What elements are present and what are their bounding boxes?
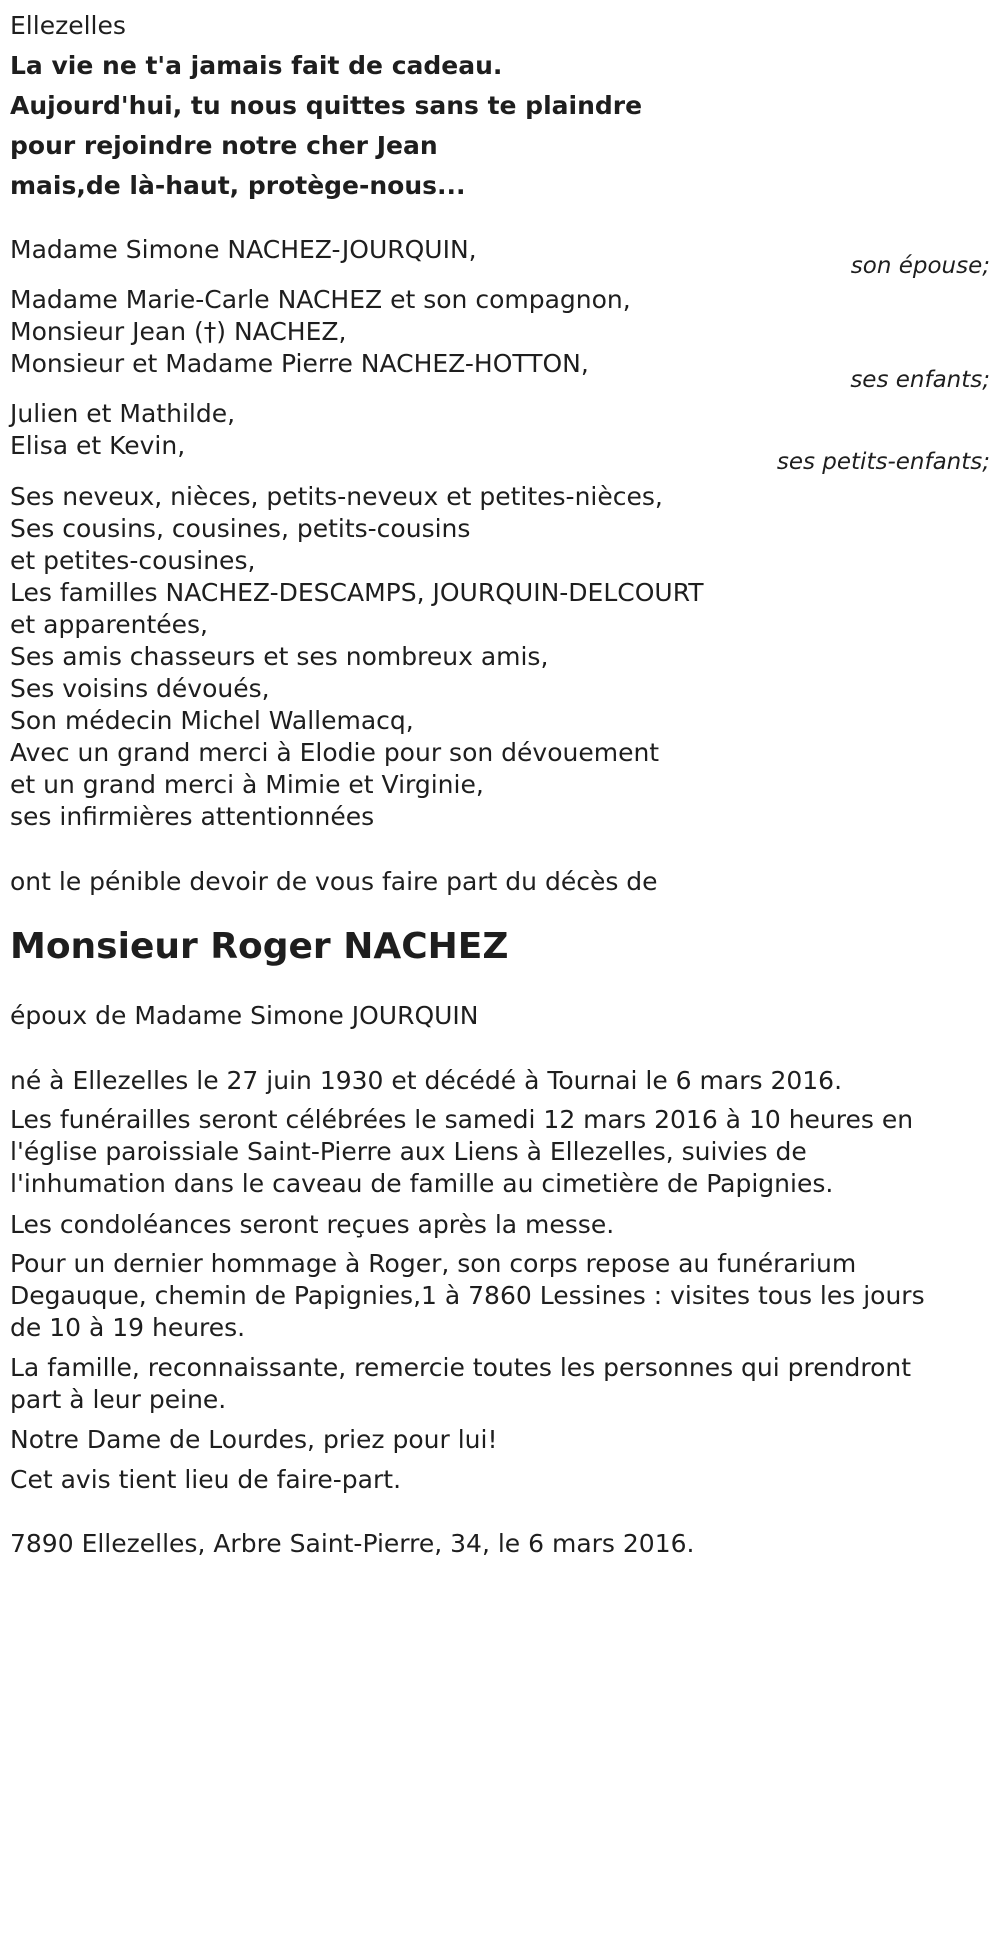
child-name: Madame Marie-Carle NACHEZ et son compagnon, (10, 285, 631, 314)
tribute-line: de 10 à 19 heures. (10, 1313, 246, 1342)
child-name: Monsieur et Madame Pierre NACHEZ-HOTTON, (10, 349, 589, 378)
notice: Cet avis tient lieu de faire-part. (10, 1465, 402, 1494)
poem-line: Aujourd'hui, tu nous quittes sans te plaindre (10, 91, 643, 120)
funeral-line: l'inhumation dans le caveau de famille au cimetière de Papignies. (10, 1169, 834, 1198)
grandchild-name: Julien et Mathilde, (10, 399, 236, 428)
child-name: Monsieur Jean (†) NACHEZ, (10, 317, 347, 346)
funeral-line: Les funérailles seront célébrées le samedi 12 mars 2016 à 10 heures en (10, 1105, 914, 1134)
relative-line: Ses voisins dévoués, (10, 674, 270, 703)
relative-line: Son médecin Michel Wallemacq, (10, 706, 414, 735)
spouse-name: Madame Simone NACHEZ-JOURQUIN, (10, 235, 477, 264)
tribute-line: Degauque, chemin de Papignies,1 à 7860 Lessines : visites tous les jours (10, 1281, 925, 1310)
children-role: ses enfants; (850, 367, 990, 393)
relative-line: Les familles NACHEZ-DESCAMPS, JOURQUIN-DELCOURT (10, 578, 704, 607)
poem-line: mais,de là-haut, protège-nous... (10, 171, 466, 200)
announcement: ont le pénible devoir de vous faire part du décès de (10, 867, 658, 896)
relative-line: et un grand merci à Mimie et Virginie, (10, 770, 484, 799)
place-heading: Ellezelles (10, 11, 126, 40)
spouse-role: son épouse; (850, 253, 990, 279)
address-date: 7890 Ellezelles, Arbre Saint-Pierre, 34, le 6 mars 2016. (10, 1529, 695, 1558)
spouse-of: époux de Madame Simone JOURQUIN (10, 1001, 479, 1030)
tribute-line: Pour un dernier hommage à Roger, son corps repose au funérarium (10, 1249, 857, 1278)
relative-line: Ses amis chasseurs et ses nombreux amis, (10, 642, 549, 671)
prayer: Notre Dame de Lourdes, priez pour lui! (10, 1425, 498, 1454)
condolences: Les condoléances seront reçues après la messe. (10, 1210, 615, 1239)
relative-line: Avec un grand merci à Elodie pour son dévouement (10, 738, 660, 767)
relative-line: ses infirmières attentionnées (10, 802, 375, 831)
relative-line: et petites-cousines, (10, 546, 256, 575)
poem-line: pour rejoindre notre cher Jean (10, 131, 438, 160)
poem-line: La vie ne t'a jamais fait de cadeau. (10, 51, 503, 80)
relative-line: Ses cousins, cousines, petits-cousins (10, 514, 471, 543)
thanks-line: La famille, reconnaissante, remercie toutes les personnes qui prendront (10, 1353, 912, 1382)
relative-line: Ses neveux, nièces, petits-neveux et petites-nièces, (10, 482, 663, 511)
relative-line: et apparentées, (10, 610, 208, 639)
funeral-line: l'église paroissiale Saint-Pierre aux Liens à Ellezelles, suivies de (10, 1137, 807, 1166)
thanks-line: part à leur peine. (10, 1385, 227, 1414)
deceased-name: Monsieur Roger NACHEZ (10, 926, 509, 967)
grandchild-name: Elisa et Kevin, (10, 431, 186, 460)
grandchildren-role: ses petits-enfants; (776, 449, 990, 475)
birth-death: né à Ellezelles le 27 juin 1930 et décédé à Tournai le 6 mars 2016. (10, 1066, 843, 1095)
